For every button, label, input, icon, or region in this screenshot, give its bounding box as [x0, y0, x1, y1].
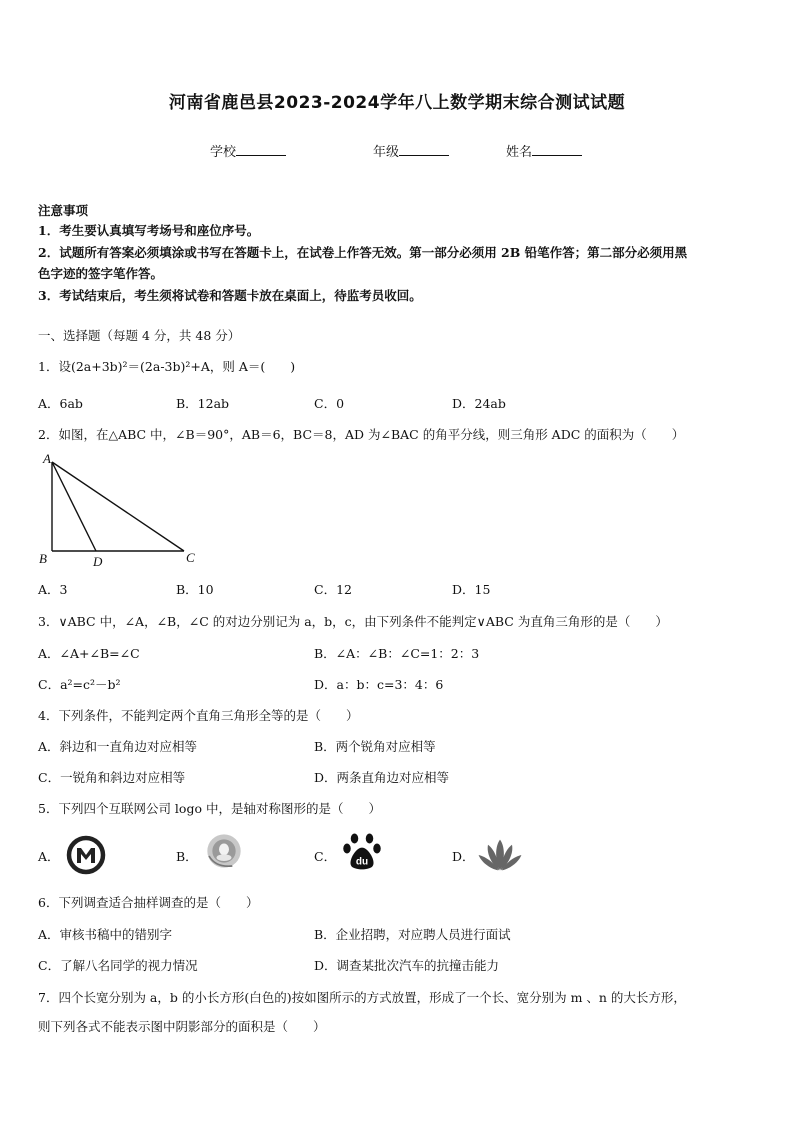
vertex-label-d: D	[93, 554, 103, 569]
q2-option-b: B．10	[176, 582, 214, 597]
q4-option-a: A．斜边和一直角边对应相等	[38, 739, 198, 754]
q2-option-c: C．12	[314, 582, 352, 597]
edge-ac	[52, 462, 184, 551]
q2-stem: 2．如图，在△ABC 中，∠B＝90°，AB＝6，BC＝8，AD 为∠BAC 的角平分线，则三角形 ADC 的面积为（ ）	[38, 427, 685, 442]
q2-option-a: A．3	[38, 582, 68, 597]
q5-option-a: A．	[38, 849, 60, 864]
q5-stem: 5．下列四个互联网公司 logo 中，是轴对称图形的是（ ）	[38, 801, 381, 816]
name-label: 姓名	[506, 145, 533, 160]
q7-stem-line2: 则下列各式不能表示图中阴影部分的面积是（ ）	[38, 1019, 326, 1034]
q7-stem-line1: 7．四个长宽分别为 a，b 的小长方形(白色的)按如图所示的方式放置，形成了一个长、宽分别为 m 、n 的大长方形，	[38, 990, 686, 1005]
school-blank	[236, 143, 286, 156]
q4-stem: 4．下列条件，不能判定两个直角三角形全等的是（ ）	[38, 708, 359, 723]
q5-option-c: C．	[314, 849, 337, 864]
section-heading: 一、选择题（每题 4 分，共 48 分）	[38, 328, 241, 343]
grade-label: 年级	[373, 145, 400, 160]
name-field	[506, 141, 582, 160]
note-item: 2．试题所有答案必须填涂或书写在答题卡上，在试卷上作答无效。第一部分必须用 2B 铅笔作答；第二部分必须用黑	[38, 245, 688, 260]
grade-field	[373, 141, 449, 160]
q5-option-b: B．	[176, 849, 198, 864]
q6-option-d: D．调查某批次汽车的抗撞击能力	[314, 958, 500, 973]
q3-stem: 3．∨ABC 中，∠A，∠B，∠C 的对边分别记为 a，b，c，由下列条件不能判定∨ABC 为直角三角形的是（ ）	[38, 614, 668, 629]
note-item: 1．考生要认真填写考场号和座位序号。	[38, 223, 260, 238]
vertex-label-a: A	[43, 451, 51, 466]
q3-option-c: C．a²=c²－b²	[38, 677, 121, 692]
q4-option-d: D．两条直角边对应相等	[314, 770, 450, 785]
bisector-ad	[52, 462, 96, 551]
q2-option-d: D．15	[452, 582, 491, 597]
q3-option-d: D．a：b：c=3：4：6	[314, 677, 444, 692]
huawei-petal-logo-icon	[476, 835, 524, 875]
q6-stem: 6．下列调查适合抽样调查的是（ ）	[38, 895, 259, 910]
baidu-text: du	[355, 856, 369, 868]
school-label: 学校	[210, 145, 237, 160]
q1-option-a: A．6ab	[38, 396, 83, 411]
vertex-label-c: C	[186, 550, 195, 565]
notes-heading: 注意事项	[38, 203, 89, 218]
triangle-figure	[36, 450, 206, 572]
q1-option-c: C．0	[314, 396, 345, 411]
vertex-label-b: B	[39, 551, 47, 566]
school-field	[210, 141, 286, 160]
grade-blank	[399, 143, 449, 156]
note-item: 色字迹的签字笔作答。	[38, 266, 164, 281]
q4-option-c: C．一锐角和斜边对应相等	[38, 770, 186, 785]
q1-stem: 1．设(2a+3b)²＝(2a-3b)²+A，则 A＝( )	[38, 359, 296, 374]
maxthon-logo-icon	[62, 835, 110, 875]
baidu-paw-logo-icon	[338, 831, 386, 871]
q1-option-b: B．12ab	[176, 396, 230, 411]
q5-option-d: D．	[452, 849, 475, 864]
q6-option-a: A．审核书稿中的错别字	[38, 927, 173, 942]
q6-option-c: C．了解八名同学的视力情况	[38, 958, 198, 973]
q6-option-b: B．企业招聘，对应聘人员进行面试	[314, 927, 511, 942]
qq-logo-icon	[200, 831, 248, 871]
name-blank	[532, 143, 582, 156]
q4-option-b: B．两个锐角对应相等	[314, 739, 436, 754]
q3-option-a: A．∠A+∠B=∠C	[38, 646, 140, 661]
page-title: 河南省鹿邑县2023-2024学年八上数学期末综合测试试题	[168, 93, 626, 113]
q3-option-b: B．∠A：∠B：∠C=1：2：3	[314, 646, 480, 661]
note-item: 3．考试结束后，考生须将试卷和答题卡放在桌面上，待监考员收回。	[38, 288, 422, 303]
q1-option-d: D．24ab	[452, 396, 506, 411]
